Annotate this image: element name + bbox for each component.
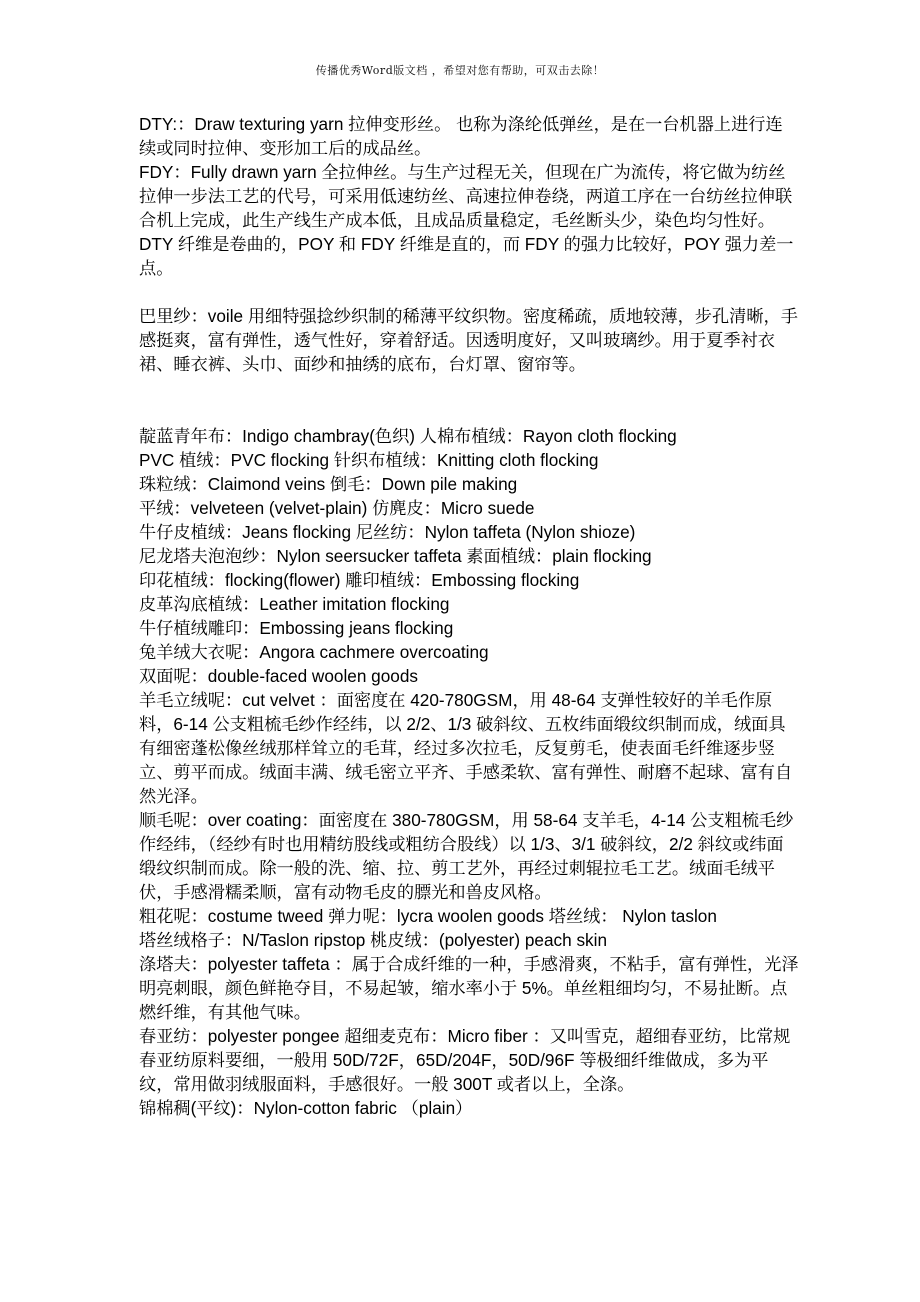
document-body (139, 112, 799, 1120)
paragraph-voile: 巴里纱：voile 用细特强捻纱织制的稀薄平纹织物。密度稀疏，质地较薄，步孔清晰，手感挺爽，富有弹性，透气性好，穿着舒适。因透明度好，又叫玻璃纱。用于夏季衬衣裙、睡衣裤、头巾、面纱和抽绣的底布，台灯罩、窗帘等。 (139, 306, 798, 374)
paragraph-nylon-cotton: 锦棉稠(平纹)：Nylon-cotton fabric （plain） (139, 1098, 473, 1118)
blank-line (139, 376, 799, 424)
glossary-line: 印花植绒：flocking(flower) 雕印植绒：Embossing flocking (139, 570, 580, 590)
blank-line (139, 280, 799, 304)
paragraph-cut-velvet: 羊毛立绒呢：cut velvet ：面密度在 420-780GSM，用 48-64 支弹性较好的羊毛作原料，6-14 公支粗梳毛纱作经纬，以 2/2、1/3 破斜纹、五枚纬面缎纹织制而成，绒面具有细密蓬松像丝绒那样耸立的毛茸，经过多次拉毛，反复剪毛，使表面毛纤维逐步竖立、剪平而成。绒面丰满、绒毛密立平齐、手感柔软、富有弹性、耐磨不起球、富有自然光泽。 (139, 690, 793, 806)
paragraph-dty: DTY:：Draw texturing yarn 拉伸变形丝。 也称为涤纶低弹丝，是在一台机器上进行连续或同时拉伸、变形加工后的成品丝。 (139, 114, 783, 158)
glossary-line: 平绒：velveteen (velvet-plain) 仿麂皮：Micro suede (139, 498, 535, 518)
paragraph-tweed: 粗花呢：costume tweed 弹力呢：lycra woolen goods 塔丝绒： Nylon taslon (139, 906, 717, 926)
glossary-line: 皮革沟底植绒：Leather imitation flocking (139, 594, 450, 614)
glossary-line: 牛仔皮植绒：Jeans flocking 尼丝纺：Nylon taffeta (Nylon shioze) (139, 522, 636, 542)
paragraph-pongee: 春亚纺：polyester pongee 超细麦克布：Micro fiber ：又叫雪克，超细春亚纺，比常规春亚纺原料要细，一般用 50D/72F，65D/204F，50D/96F 等极细纤维做成，多为平纹，常用做羽绒服面料，手感很好。一般 300T 或者以上，全涤。 (139, 1026, 791, 1094)
glossary-line: 靛蓝青年布：Indigo chambray(色织) 人棉布植绒：Rayon cloth flocking (139, 426, 677, 446)
glossary-line: 兔羊绒大衣呢：Angora cachmere overcoating (139, 642, 489, 662)
glossary-line: 双面呢：double-faced woolen goods (139, 666, 418, 686)
paragraph-over-coating: 顺毛呢：over coating：面密度在 380-780GSM，用 58-64 支羊毛，4-14 公支粗梳毛纱作经纬，（经纱有时也用精纺股线或粗纺合股线）以 1/3、3/1 破斜纹，2/2 斜纹或纬面缎纹织制而成。除一般的洗、缩、拉、剪工艺外，再经过刺辊拉毛工艺。绒面毛绒平伏，手感滑糯柔顺，富有动物毛皮的膘光和兽皮风格。 (139, 810, 794, 902)
glossary-line: PVC 植绒：PVC flocking 针织布植绒：Knitting cloth flocking (139, 450, 599, 470)
page-header: 传播优秀Word版文档 ，希望对您有帮助，可双击去除！ (315, 64, 605, 77)
glossary-line: 珠粒绒：Claimond veins 倒毛：Down pile making (139, 474, 518, 494)
glossary-line: 牛仔植绒雕印：Embossing jeans flocking (139, 618, 454, 638)
paragraph-ripstop: 塔丝绒格子：N/Taslon ripstop 桃皮绒：(polyester) peach skin (139, 930, 608, 950)
glossary-line: 尼龙塔夫泡泡纱：Nylon seersucker taffeta 素面植绒：plain flocking (139, 546, 652, 566)
paragraph-fdy: FDY：Fully drawn yarn 全拉伸丝。与生产过程无关，但现在广为流传，将它做为纺丝拉伸一步法工艺的代号，可采用低速纺丝、高速拉伸卷绕，两道工序在一台纺丝拉伸联合机上完成，此生产线生产成本低，且成品质量稳定，毛丝断头少，染色均匀性好。DTY 纤维是卷曲的，POY 和 FDY 纤维是直的，而 FDY 的强力比较好，POY 强力差一点。 (139, 162, 794, 278)
paragraph-taffeta: 涤塔夫：polyester taffeta ：属于合成纤维的一种，手感滑爽，不粘手，富有弹性，光泽明亮刺眼，颜色鲜艳夺目，不易起皱，缩水率小于 5%。单丝粗细均匀，不易扯断。点燃纤维，有其他气味。 (139, 954, 799, 1022)
